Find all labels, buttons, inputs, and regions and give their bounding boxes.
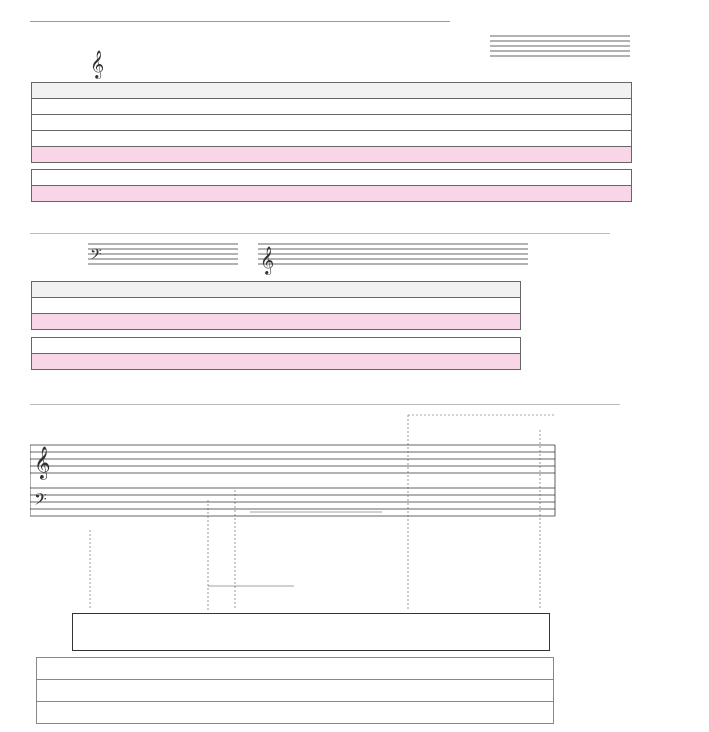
spe-note-row — [32, 354, 521, 370]
sp-row — [32, 170, 632, 186]
row-label-jp — [37, 658, 554, 680]
sp-row-label — [32, 170, 632, 186]
gen-row-label — [32, 298, 521, 314]
grand-staff — [30, 410, 570, 610]
svg-text:𝄢: 𝄢 — [90, 246, 102, 267]
excellent-header-row — [32, 282, 521, 298]
names-underline — [30, 404, 620, 405]
table1-header-label — [32, 83, 632, 99]
sp-note-row — [32, 186, 632, 202]
note-name-row-de — [37, 680, 554, 702]
spe-row — [32, 338, 521, 354]
key-number-row — [72, 640, 550, 650]
note-name-row-jp — [37, 658, 554, 680]
table-mb-sp — [31, 169, 632, 202]
title-underline — [30, 21, 450, 22]
note-name-row-us — [37, 702, 554, 724]
table-excellent-gen — [31, 281, 521, 330]
spe-row-label — [32, 338, 521, 354]
sp-note-label — [32, 186, 632, 202]
row-label-us — [37, 702, 554, 724]
table1-row-mbc — [32, 99, 632, 115]
table1-row-mbs — [32, 115, 632, 131]
svg-text:𝄢: 𝄢 — [34, 489, 47, 513]
table-mb-main — [31, 82, 632, 163]
row-label-mbgn — [32, 131, 632, 147]
spe-note-label — [32, 354, 521, 370]
note-name-table — [36, 657, 554, 724]
row-label-mbc — [32, 99, 632, 115]
gen-row — [32, 298, 521, 314]
staff-top — [90, 26, 630, 80]
excellent-header-label — [32, 282, 521, 298]
svg-text:𝄞: 𝄞 — [260, 246, 275, 274]
gen-bell-row — [32, 314, 521, 330]
row-label-de — [37, 680, 554, 702]
table1-row-mbgn — [32, 131, 632, 147]
staff-excellent — [88, 238, 528, 278]
excellent-underline — [30, 233, 610, 234]
gen-bell-label — [32, 314, 521, 330]
table1-header-row — [32, 83, 632, 99]
svg-text:𝄞: 𝄞 — [34, 446, 51, 479]
row-label-mbs — [32, 115, 632, 131]
bell-row-label — [32, 147, 632, 163]
table-excellent-spe — [31, 337, 521, 370]
table1-bell-row — [32, 147, 632, 163]
svg-text:𝄞: 𝄞 — [90, 50, 105, 78]
